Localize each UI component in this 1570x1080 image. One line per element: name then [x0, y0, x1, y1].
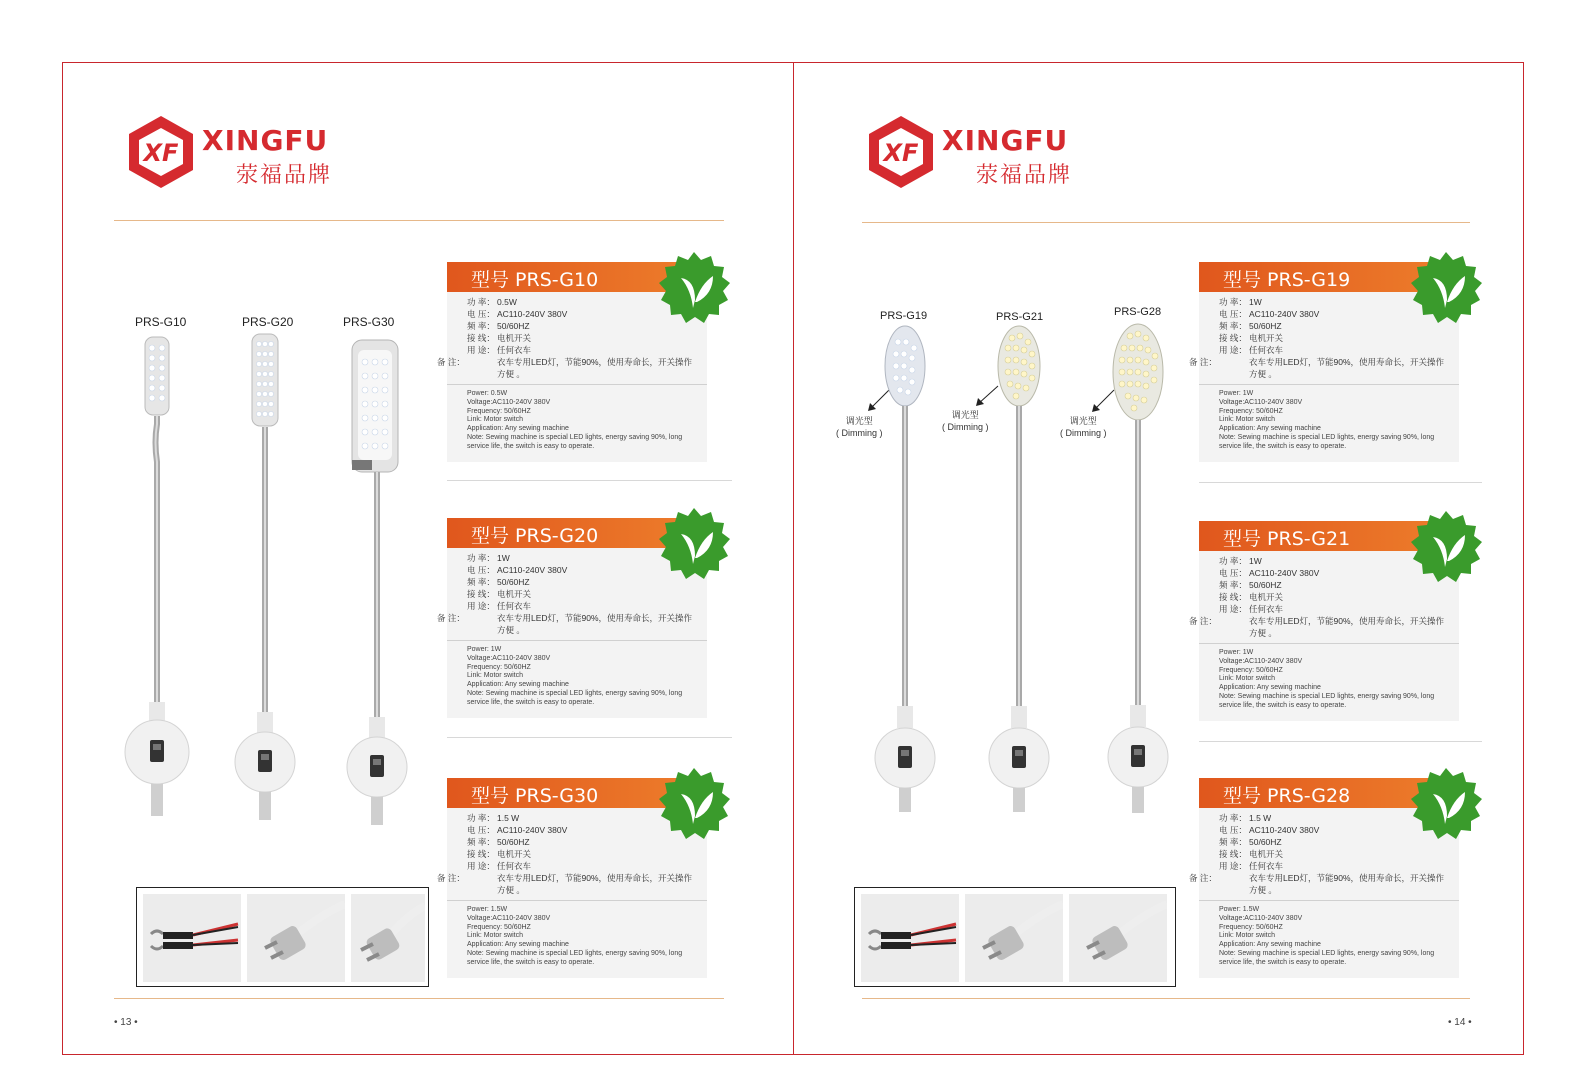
- spec-line: Link: Motor switch: [467, 416, 524, 424]
- brand-logo: [866, 114, 1106, 190]
- english-specs: [1219, 649, 1454, 711]
- spec-row: 电 压： AC110-240V 380V: [467, 565, 568, 575]
- catalog-page-13: [62, 62, 793, 1055]
- spec-row: 用 途： 任何衣车: [1219, 861, 1284, 871]
- header-rule: [862, 222, 1470, 223]
- spec-row: 用 途： 任何衣车: [467, 345, 532, 355]
- spec-line: Application: Any sewing machine: [1219, 684, 1321, 692]
- spec-line: Link: Motor switch: [1219, 416, 1276, 424]
- spec-line: Voltage:AC110-240V 380V: [467, 914, 551, 922]
- chinese-specs: [437, 812, 697, 896]
- spec-divider: [447, 384, 707, 385]
- spec-divider: [447, 640, 707, 641]
- spec-divider: [1199, 900, 1459, 901]
- spec-card-prs-g21: [1189, 521, 1484, 731]
- card-separator: [447, 737, 732, 738]
- chinese-specs: [437, 296, 697, 380]
- dimming-label: 调光型 ( Dimming ): [942, 410, 989, 432]
- spec-row: 功 率： 1W: [1219, 556, 1262, 566]
- spec-row: 用 途： 任何衣车: [1219, 604, 1284, 614]
- spec-row: 用 途： 任何衣车: [1219, 345, 1284, 355]
- spec-line: Voltage:AC110-240V 380V: [1219, 398, 1303, 406]
- spec-card-prs-g28: [1189, 778, 1484, 988]
- spade-terminal-wires-icon: [861, 894, 959, 982]
- accessory-tile: [1069, 894, 1167, 982]
- spec-line: Voltage:AC110-240V 380V: [1219, 657, 1303, 665]
- accessory-tile: [861, 894, 959, 982]
- spec-line: Note: Sewing machine is special LED lights, energy saving 90%, long service life, the switch is easy to operate.: [1219, 433, 1435, 450]
- spec-row: 用 途： 任何衣车: [467, 601, 532, 611]
- spec-row: 接 线： 电机开关: [1219, 849, 1284, 859]
- accessory-tile: [247, 894, 345, 982]
- spec-row: 功 率： 0.5W: [467, 297, 517, 307]
- spec-row: 频 率： 50/60HZ: [467, 577, 530, 587]
- accessory-tile: [351, 894, 425, 982]
- chinese-specs: [1189, 296, 1449, 380]
- spec-line: Note: Sewing machine is special LED lights, energy saving 90%, long service life, the switch is easy to operate.: [1219, 949, 1435, 966]
- xf-hexagon-logo-icon: [866, 114, 936, 190]
- footer-rule: [862, 998, 1470, 999]
- spec-divider: [1199, 384, 1459, 385]
- spec-row: 接 线： 电机开关: [467, 849, 532, 859]
- spec-line: Note: Sewing machine is special LED lights, energy saving 90%, long service life, the switch is easy to operate.: [467, 433, 683, 450]
- spec-line: Link: Motor switch: [467, 672, 524, 680]
- two-pin-plug-icon: [1069, 894, 1167, 982]
- two-pin-plug-icon: [351, 894, 425, 982]
- spec-row: 用 途： 任何衣车: [467, 861, 532, 871]
- spec-row: 接 线： 电机开关: [1219, 333, 1284, 343]
- lamp-label-prs-g21: PRS-G21: [996, 311, 1044, 323]
- lamp-label-prs-g20: PRS-G20: [242, 315, 294, 329]
- accessories-panel: [136, 887, 429, 987]
- spec-row: 电 压： AC110-240V 380V: [467, 309, 568, 319]
- english-specs: [467, 390, 702, 452]
- lamp-prs-g28-image: [1100, 320, 1176, 820]
- spec-line: Power: 1W: [1219, 390, 1254, 397]
- spec-row: 备 注： 衣车专用LED灯，节能90%，使用寿命长，开关操作方便 。: [437, 357, 693, 379]
- spec-row: 备 注： 衣车专用LED灯，节能90%，使用寿命长，开关操作方便 。: [437, 613, 693, 635]
- spec-line: Frequency: 50/60HZ: [1219, 407, 1283, 415]
- two-pin-plug-icon: [965, 894, 1063, 982]
- spec-row: 频 率： 50/60HZ: [467, 321, 530, 331]
- lamp-prs-g21-image: [984, 324, 1054, 814]
- spec-row: 备 注： 衣车专用LED灯，节能90%，使用寿命长，开关操作方便 。: [1189, 357, 1445, 379]
- chinese-specs: [1189, 812, 1449, 896]
- spec-card-prs-g30: [437, 778, 732, 988]
- svg-text:XF: XF: [143, 139, 179, 167]
- spec-row: 电 压： AC110-240V 380V: [467, 825, 568, 835]
- spec-row: 功 率： 1W: [467, 553, 510, 563]
- model-title: 型号 PRS-G10: [471, 269, 599, 291]
- english-specs: [1219, 390, 1454, 452]
- lamp-label-prs-g10: PRS-G10: [135, 315, 187, 329]
- spec-line: Application: Any sewing machine: [1219, 941, 1321, 949]
- dimming-label: 调光型 ( Dimming ): [836, 416, 883, 438]
- spec-line: Frequency: 50/60HZ: [1219, 666, 1283, 674]
- spec-row: 接 线： 电机开关: [467, 589, 532, 599]
- brand-chinese-name: 荥福品牌: [976, 163, 1073, 188]
- lamp-prs-g10-image: [122, 332, 192, 822]
- accessory-tile: [143, 894, 241, 982]
- header-rule: [114, 220, 724, 221]
- spec-line: Power: 0.5W: [467, 390, 508, 397]
- spec-row: 接 线： 电机开关: [1219, 592, 1284, 602]
- english-specs: [467, 906, 702, 968]
- spec-line: Link: Motor switch: [1219, 675, 1276, 683]
- xf-hexagon-logo-icon: [126, 114, 196, 190]
- spec-row: 频 率： 50/60HZ: [467, 837, 530, 847]
- chinese-specs: [437, 552, 697, 636]
- spec-row: 电 压： AC110-240V 380V: [1219, 568, 1320, 578]
- model-title: 型号 PRS-G19: [1223, 269, 1351, 291]
- spec-divider: [447, 900, 707, 901]
- dimming-label: 调光型 ( Dimming ): [1060, 416, 1107, 438]
- spec-line: Power: 1.5W: [467, 906, 508, 913]
- spec-line: Application: Any sewing machine: [467, 941, 569, 949]
- brand-name: XINGFU: [942, 124, 1069, 157]
- brand-logo: [126, 114, 366, 190]
- spec-line: Voltage:AC110-240V 380V: [467, 654, 551, 662]
- spec-line: Note: Sewing machine is special LED lights, energy saving 90%, long service life, the switch is easy to operate.: [467, 689, 683, 706]
- lamp-prs-g20-image: [230, 332, 300, 822]
- spec-line: Note: Sewing machine is special LED lights, energy saving 90%, long service life, the switch is easy to operate.: [467, 949, 683, 966]
- spec-line: Frequency: 50/60HZ: [467, 923, 531, 931]
- spec-card-prs-g10: [437, 262, 732, 472]
- spec-row: 备 注： 衣车专用LED灯，节能90%，使用寿命长，开关操作方便 。: [437, 873, 693, 895]
- lamp-label-prs-g30: PRS-G30: [343, 315, 395, 329]
- spec-line: Application: Any sewing machine: [1219, 425, 1321, 433]
- spec-row: 频 率： 50/60HZ: [1219, 580, 1282, 590]
- model-title: 型号 PRS-G28: [1223, 785, 1351, 807]
- spec-line: Power: 1W: [1219, 649, 1254, 656]
- spec-row: 功 率： 1W: [1219, 297, 1262, 307]
- spec-line: Voltage:AC110-240V 380V: [467, 398, 551, 406]
- spec-line: Frequency: 50/60HZ: [1219, 923, 1283, 931]
- spec-row: 电 压： AC110-240V 380V: [1219, 825, 1320, 835]
- model-title: 型号 PRS-G30: [471, 785, 599, 807]
- spec-divider: [1199, 643, 1459, 644]
- card-separator: [1199, 482, 1482, 483]
- page-number: • 14 •: [1448, 1017, 1472, 1028]
- footer-rule: [114, 998, 724, 999]
- svg-text:XF: XF: [883, 139, 919, 167]
- model-title: 型号 PRS-G20: [471, 525, 599, 547]
- spec-row: 备 注： 衣车专用LED灯，节能90%，使用寿命长，开关操作方便 。: [1189, 616, 1445, 638]
- spec-line: Power: 1W: [467, 646, 502, 653]
- lamp-prs-g19-image: [870, 324, 940, 814]
- two-pin-plug-icon: [247, 894, 345, 982]
- spec-line: Application: Any sewing machine: [467, 681, 569, 689]
- spec-row: 频 率： 50/60HZ: [1219, 321, 1282, 331]
- spec-card-prs-g19: [1189, 262, 1484, 472]
- lamp-label-prs-g19: PRS-G19: [880, 310, 928, 322]
- spec-line: Application: Any sewing machine: [467, 425, 569, 433]
- spec-line: Link: Motor switch: [1219, 932, 1276, 940]
- spec-row: 接 线： 电机开关: [467, 333, 532, 343]
- chinese-specs: [1189, 555, 1449, 639]
- lamp-label-prs-g28: PRS-G28: [1114, 306, 1162, 318]
- english-specs: [467, 646, 702, 708]
- accessories-panel: [854, 887, 1176, 987]
- spec-row: 功 率： 1.5 W: [1219, 813, 1272, 823]
- spade-terminal-wires-icon: [143, 894, 241, 982]
- spec-line: Frequency: 50/60HZ: [467, 663, 531, 671]
- spec-line: Link: Motor switch: [467, 932, 524, 940]
- catalog-page-14: [794, 62, 1524, 1055]
- spec-row: 备 注： 衣车专用LED灯，节能90%，使用寿命长，开关操作方便 。: [1189, 873, 1445, 895]
- spec-row: 功 率： 1.5 W: [467, 813, 520, 823]
- accessory-tile: [965, 894, 1063, 982]
- spec-row: 电 压： AC110-240V 380V: [1219, 309, 1320, 319]
- brand-chinese-name: 荥福品牌: [236, 163, 333, 188]
- spec-row: 频 率： 50/60HZ: [1219, 837, 1282, 847]
- spec-line: Frequency: 50/60HZ: [467, 407, 531, 415]
- page-number: • 13 •: [114, 1017, 138, 1028]
- model-title: 型号 PRS-G21: [1223, 528, 1351, 550]
- spec-line: Voltage:AC110-240V 380V: [1219, 914, 1303, 922]
- card-separator: [447, 480, 732, 481]
- brand-name: XINGFU: [202, 124, 329, 157]
- spec-line: Note: Sewing machine is special LED lights, energy saving 90%, long service life, the switch is easy to operate.: [1219, 692, 1435, 709]
- spec-line: Power: 1.5W: [1219, 906, 1260, 913]
- lamp-prs-g30-image: [342, 332, 412, 832]
- card-separator: [1199, 741, 1482, 742]
- spec-card-prs-g20: [437, 518, 732, 728]
- english-specs: [1219, 906, 1454, 968]
